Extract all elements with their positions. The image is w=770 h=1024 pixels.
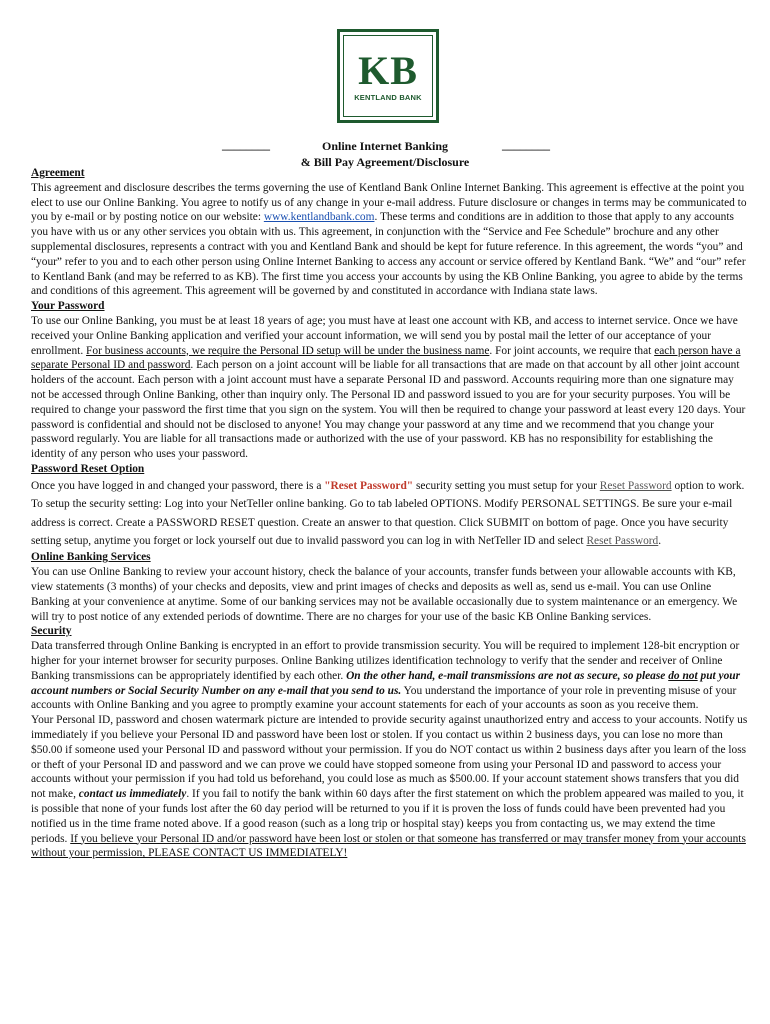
password-paragraph [31,314,749,462]
security-text-3: Your Personal ID, password and chosen watermark picture are intended to provide security against unauthorized entry and access to your accounts. Notify us immediately if you believe your Personal ID and password have been lost or stolen. If you contact us within 2 business days, you can lose no more than $50.00 if someone used your Personal ID and password without your permission. If you do NOT contact us within 2 business days after you learn of the loss or theft of your Personal ID and password and we can prove we could have stopped someone from using your Personal ID and password to access your accounts without your permission if you had told us beforehand, you could lose as much as $500.00. If your account statement shows transfers that you did not make, [31,714,748,801]
title-line-1: Online Internet Banking [321,139,449,153]
blank-line-left: ________ [222,138,270,152]
reset-text-2: security setting you must setup for your [413,479,600,492]
logo-frame [343,35,433,117]
password-text-3: . Each person on a joint account will be liable for all transactions that are made on that account by all other joint account holders of the account. Each person with a joint account must have a separate Personal ID and password. Accounts requiring more than one signature may not be accessed through Online Banking, other than inquiry only. The Personal ID and password issued to you are for your security purposes. You will be required to change your password the first time that you sign on the system. You will then be required to change your password at least every 120 days. Your password is confidential and should not be disclosed to anyone! You may change your password at any time and we recommend that you change your password regularly. You are liable for all transactions made or authorized with the use of your password. KB has no responsibility for establishing the identity of any person who uses your password. [31,359,746,461]
email-warning-2: put your account numbers or Social Security Number on any e-mail that you send to us. [31,669,741,697]
joint-accounts-note: each person have a separate Personal ID and password [31,344,741,372]
kentland-bank-logo [337,29,439,123]
reset-text-4: . [658,534,662,547]
contact-us-notice: If you believe your Personal ID and/or password have been lost or stolen or that someone has transferred or may transfer money from your accounts without your permission, PLEASE CONTACT US IMMEDIATELY! [31,832,746,860]
security-paragraph-2 [31,713,749,861]
security-paragraph-1 [31,639,749,713]
reset-paragraph [31,477,749,551]
blank-line-right: ________ [502,138,550,152]
agreement-text-1: This agreement and disclosure describes the terms governing the use of Kentland Bank Online Internet Banking. This agreement is effective at the point you elect to use our Online Banking. You agree to notify us of any change in your e-mail address. Future disclosure or changes in terms may be communicated to you by e-mail or by posting notice on our website: [31,181,747,224]
logo-bank-name: KENTLAND BANK [354,92,422,102]
password-text-1: To use our Online Banking, you must be at least 18 years of age; you must have at least one account with KB, and access to internet service. Once we have received your Online Banking application and verified your account information, we will send you by postal mail the letter of our acceptance of your enrollment. [31,314,738,357]
logo-letters: KB [358,47,418,93]
reset-password-link-1[interactable]: Reset Password [599,479,672,492]
reset-password-highlight: "Reset Password" [324,479,414,492]
services-paragraph: You can use Online Banking to review your account history, check the balance of your accounts, transfer funds between your allowable accounts with KB, view statements (3 months) of your checks and deposits, view and print images of checks and deposits as well as, send us e-mail. You can use Online Banking at your convenience at anytime. Some of our banking services may not be available occasionally due to system maintenance or an emergency. We will try to post notice of any extended periods of downtime. There are no charges for your use of the basic KB Online Banking services. [31,566,738,623]
reset-password-link-2[interactable]: Reset Password [586,534,659,547]
reset-text-1: Once you have logged in and changed your password, there is a [31,479,325,492]
section-title-reset: Password Reset Option [31,462,145,475]
security-text-4: . If you fail to notify the bank within 60 days after the first statement on which the problem appeared was mailed to you, it is possible that none of your funds lost after the 60 day period will be returned to you if it is proven the loss of funds could have been prevented had you notified us in the time frame noted above. If a good reason (such as a long trip or hospital stay) keeps you from contacting us, we may extend the time periods. [31,788,744,845]
section-title-password: Your Password [31,300,105,313]
title-line-2: & Bill Pay Agreement/Disclosure [300,155,470,169]
password-text-2: . For joint accounts, we require that [489,344,655,357]
security-text-2: You understand the importance of your role in preventing misuse of your accounts with Online Banking and you agree to promptly examine your account statements for each of your accounts as soon as you receive them. [31,684,737,712]
agreement-text-2: . These terms and conditions are in addition to those that apply to any accounts you have with us or any other services you obtain with us. This agreement, in conjunction with the “Service and Fee Schedule” brochure and any other supplemental disclosures, represents a contract with you and Kentland Bank and should be kept for future reference. In this agreement, the words “you” and “your” refer to you and to each other person using Online Internet Banking to access any account or service offered by Kentland Bank. “We” and “our” refer to Kentland Bank (and may be referred to as KB). The first time you access your accounts by using the KB Online Banking, you agree to abide by the terms and conditions of this agreement. This agreement will be governed by and constituted in accordance with Indiana state laws. [31,211,746,298]
document-body [31,166,749,861]
security-text-1: Data transferred through Online Banking is encrypted in an effort to provide transmission security. You will be required to implement 128-bit encryption or higher for your internet browser for security purposes. Online Banking utilizes identification technology to verify that the sender and receiver of Online Banking transmissions can be appropriately identified by each other. [31,640,740,682]
contact-us-immediately: contact us immediately [78,788,187,801]
section-title-security: Security [31,625,72,638]
email-warning-do-not: do not [668,669,698,682]
business-accounts-note: For business accounts, we require the Personal ID setup will be under the business name [86,344,490,357]
email-warning-1: On the other hand, e-mail transmissions are not as secure, so please [346,669,669,682]
section-title-services: Online Banking Services [31,551,151,564]
agreement-paragraph [31,181,749,299]
reset-text-3: option to work. To setup the security setting: Log into your NetTeller online banking. Go to tab labeled OPTIONS. Modify PERSONAL SETTINGS. Be sure your e-mail address is correct. Create a PASSWORD RESET question. Create an answer to that question. Click SUBMIT on bottom of page. Once you have security setting setup, anytime you forget or lock yourself out due to invalid password you can log in with NetTeller ID and select [31,479,745,547]
section-title-agreement: Agreement [31,167,85,179]
website-link[interactable]: www.kentlandbank.com [263,211,375,224]
